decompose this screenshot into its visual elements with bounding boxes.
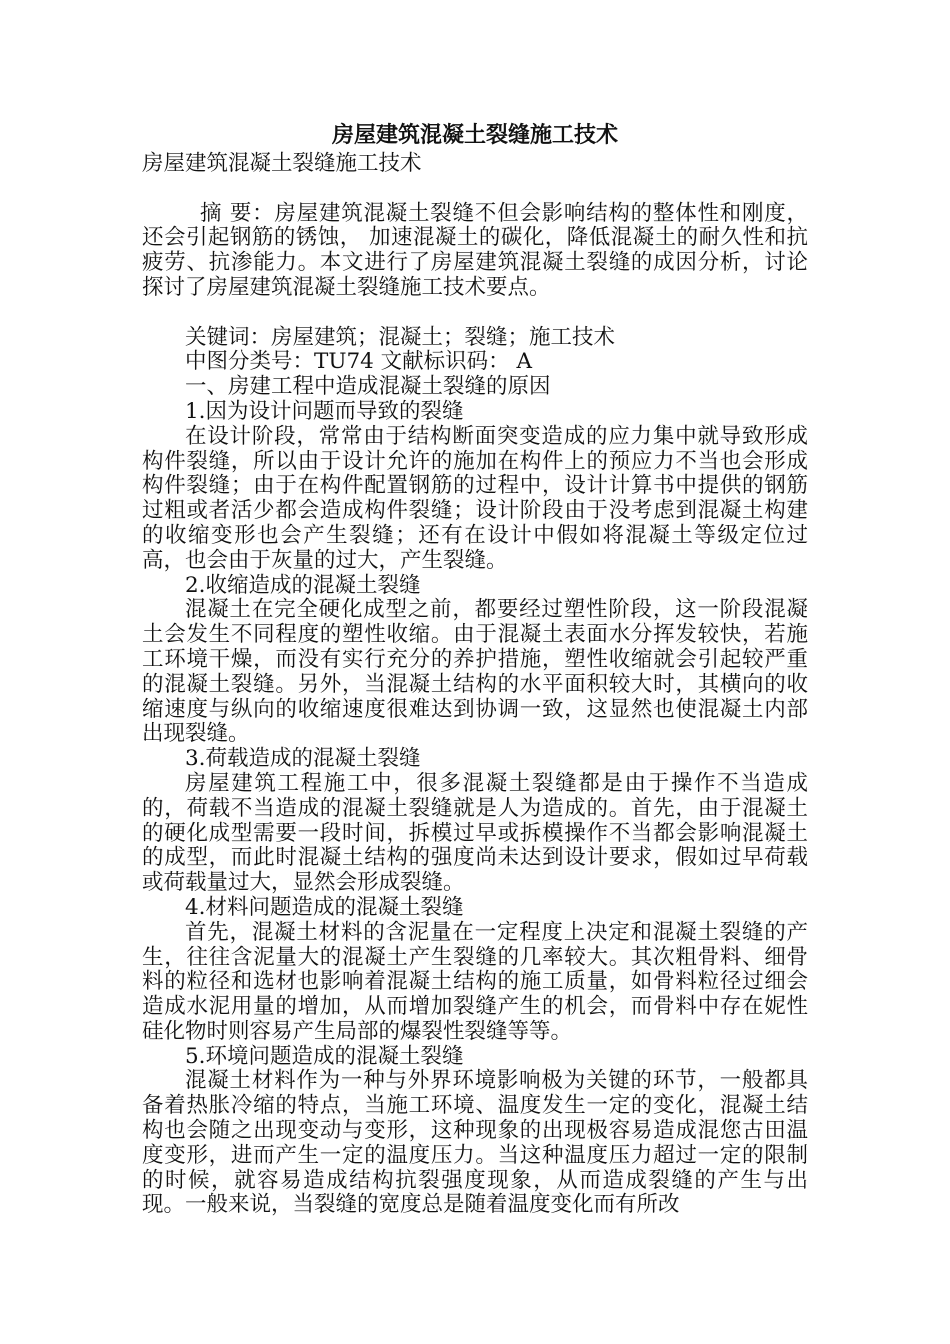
subsection-paragraph-4: 首先，混凝土材料的含泥量在一定程度上决定和混凝土裂缝的产生，往往含泥量大的混凝土产生裂缝的几率较大。其次粗骨料、细骨料的粒径和选材也影响着混凝土结构的施工质量，如骨料粒径过细会造成水泥用量的增加，从而增加裂缝产生的机会，而骨料中存在妮性硅化物时则容易产生局部的爆裂性裂缝等等。	[142, 919, 808, 1044]
subsection-heading-4: 4.材料问题造成的混凝土裂缝	[185, 894, 464, 920]
document-title: 房屋建筑混凝土裂缝施工技术	[331, 122, 618, 148]
subsection-paragraph-2: 混凝土在完全硬化成型之前，都要经过塑性阶段，这一阶段混凝土会发生不同程度的塑性收缩。由于混凝土表面水分挥发较快，若施工环境干燥，而没有实行充分的养护措施，塑性收缩就会引起较严重的混凝土裂缝。另外，当混凝土结构的水平面积较大时，其横向的收缩速度与纵向的收缩速度很难达到协调一致，这显然也使混凝土内部出现裂缝。	[142, 597, 808, 747]
abstract-paragraph: 摘 要：房屋建筑混凝土裂缝不但会影响结构的整体性和刚度，还会引起钢筋的锈蚀， 加速混凝土的碳化，降低混凝土的耐久性和抗疲劳、抗渗能力。本文进行了房屋建筑混凝土裂缝的成因分析，讨论探讨了房屋建筑混凝土裂缝施工技术要点。	[142, 200, 808, 300]
section-heading: 一、房建工程中造成混凝土裂缝的原因	[185, 374, 551, 400]
subsection-paragraph-3: 房屋建筑工程施工中，很多混凝土裂缝都是由于操作不当造成的，荷载不当造成的混凝土裂缝就是人为造成的。首先，由于混凝土的硬化成型需要一段时间，拆模过早或拆模操作不当都会影响混凝土的成型，而此时混凝土结构的强度尚未达到设计要求，假如过早荷载或荷载量过大，显然会形成裂缝。	[142, 770, 808, 896]
blank-line	[142, 301, 808, 326]
subsection-paragraph-1: 在设计阶段，常常由于结构断面突变造成的应力集中就导致形成构件裂缝，所以由于设计允许的施加在构件上的预应力不当也会形成构件裂缝；由于在构件配置钢筋的过程中，设计计算书中提供的钢筋过粗或者活少都会造成构件裂缝；设计阶段由于没考虑到混凝土构建的收缩变形也会产生裂缝；还有在设计中假如将混凝土等级定位过高，也会由于灰量的过大，产生裂缝。	[142, 423, 808, 573]
subsection-heading-3: 3.荷载造成的混凝土裂缝	[185, 746, 421, 772]
subsection-paragraph-5: 混凝土材料作为一种与外界环境影响极为关键的环节，一般都具备着热胀冷缩的特点，当施工环境、温度发生一定的变化，混凝土结构也会随之出现变动与变形，这种现象的出现极容易造成混您古田温度变形，进而产生一定的温度压力。当这种温度压力超过一定的限制的时候，就容易造成结构抗裂强度现象，从而造成裂缝的产生与出现。一般来说，当裂缝的宽度总是随着温度变化而有所改	[142, 1068, 808, 1218]
subsection-heading-5: 5.环境问题造成的混凝土裂缝	[185, 1043, 464, 1069]
blank-line	[142, 177, 808, 202]
document-subtitle: 房屋建筑混凝土裂缝施工技术	[142, 151, 422, 176]
subsection-heading-1: 1.因为设计问题而导致的裂缝	[185, 398, 464, 424]
keywords-line: 关键词：房屋建筑；混凝土；裂缝；施工技术	[185, 324, 616, 350]
subsection-heading-2: 2.收缩造成的混凝土裂缝	[185, 572, 421, 598]
classification-line: 中图分类号：TU74 文献标识码： A	[185, 349, 533, 375]
document-page	[142, 118, 808, 1218]
